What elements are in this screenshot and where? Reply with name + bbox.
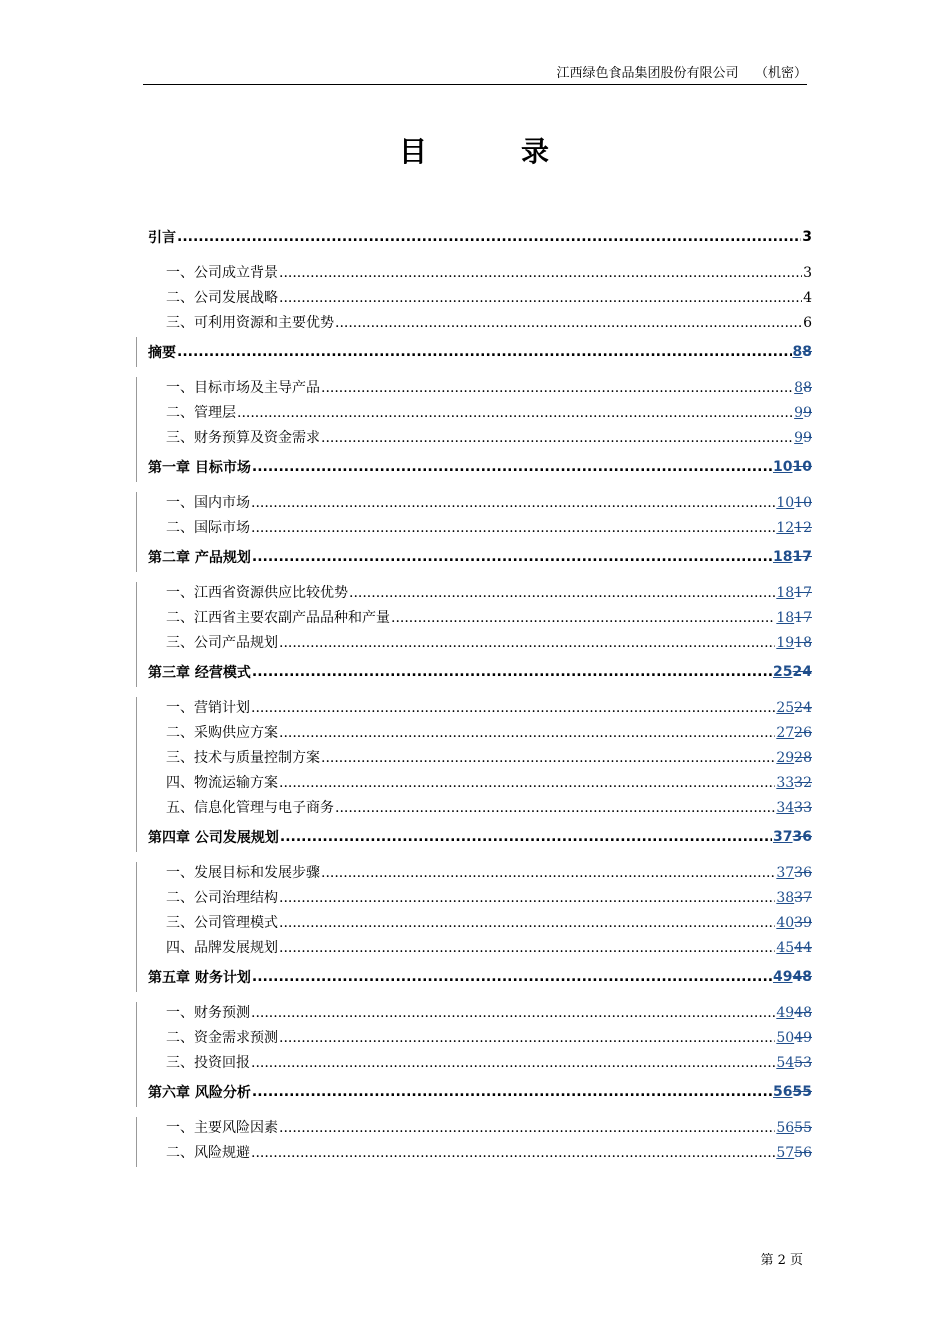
toc-section-entry[interactable]	[148, 1002, 812, 1027]
page-number-new: 8	[794, 380, 804, 396]
change-bar	[136, 492, 137, 542]
toc-chapter-block	[148, 657, 812, 822]
dot-leader	[251, 520, 775, 536]
dot-leader	[252, 549, 772, 565]
page-number-new: 9	[794, 405, 804, 421]
toc-entry-label: 三、技术与质量控制方案	[166, 750, 320, 766]
toc-page-number[interactable]	[803, 315, 812, 331]
change-bar	[136, 377, 137, 452]
page-number-deleted: 53	[794, 1055, 812, 1071]
toc-entry-label: 一、营销计划	[166, 700, 250, 716]
dot-leader	[251, 495, 775, 511]
page-number: 第 2 页	[760, 1253, 803, 1268]
toc-entry-label: 二、采购供应方案	[166, 725, 278, 741]
toc-entry-label: 五、信息化管理与电子商务	[166, 800, 334, 816]
toc-section-entry[interactable]	[148, 912, 812, 937]
toc-entry-label: 三、公司管理模式	[166, 915, 278, 931]
page-number-deleted: 55	[794, 1120, 812, 1136]
change-bar	[136, 1077, 137, 1107]
toc-chapter-block	[148, 1077, 812, 1167]
spacer	[148, 852, 812, 862]
dot-leader	[279, 290, 802, 306]
dot-leader	[252, 459, 772, 475]
toc-section-entry[interactable]	[148, 1142, 812, 1167]
toc-section-list	[148, 1002, 812, 1077]
toc-title	[0, 130, 950, 170]
page-number-new: 18	[773, 549, 793, 565]
toc-page-number[interactable]	[794, 380, 812, 396]
toc-entry-label: 第五章 财务计划	[148, 970, 251, 986]
dot-leader	[251, 1145, 775, 1161]
toc-entry-label: 二、国际市场	[166, 520, 250, 536]
toc-entry-label: 一、财务预测	[166, 1005, 250, 1021]
dot-leader	[279, 265, 802, 281]
dot-leader	[279, 890, 775, 906]
change-bar	[136, 542, 137, 572]
page-number: 3	[802, 229, 812, 245]
page-number-new: 37	[776, 865, 795, 881]
toc-page-number[interactable]	[776, 775, 812, 791]
toc-page-number[interactable]	[773, 1084, 812, 1100]
toc-chapter-entry[interactable]	[148, 542, 812, 572]
toc-page-number[interactable]	[776, 1120, 812, 1136]
toc-entry-label: 一、发展目标和发展步骤	[166, 865, 320, 881]
page-number-deleted: 10	[792, 459, 812, 475]
toc-page-number[interactable]	[803, 290, 812, 306]
page-number-new: 45	[776, 940, 795, 956]
toc-entry-label: 二、江西省主要农副产品品种和产量	[166, 610, 390, 626]
toc-section-entry[interactable]	[148, 492, 812, 517]
page-number-deleted: 28	[794, 750, 812, 766]
page-number-deleted: 36	[794, 865, 812, 881]
toc-section-entry[interactable]	[148, 797, 812, 822]
page-number-deleted: 9	[803, 430, 812, 446]
toc-section-entry[interactable]	[148, 1052, 812, 1077]
toc-page-number[interactable]	[776, 635, 812, 651]
spacer	[148, 367, 812, 377]
page-number-deleted: 12	[794, 520, 812, 536]
toc-entry-label: 二、公司发展战略	[166, 290, 278, 306]
dot-leader	[321, 380, 793, 396]
toc-page-number[interactable]	[776, 940, 812, 956]
page-number-deleted: 56	[794, 1145, 812, 1161]
toc-entry-label: 四、品牌发展规划	[166, 940, 278, 956]
toc-section-entry[interactable]	[148, 772, 812, 797]
toc-entry-label: 三、投资回报	[166, 1055, 250, 1071]
toc-section-entry[interactable]	[148, 427, 812, 452]
change-bar	[136, 822, 137, 852]
toc-page-number[interactable]	[773, 459, 812, 475]
toc-section-entry[interactable]	[148, 747, 812, 772]
title-left: 目	[398, 135, 429, 168]
toc-section-entry[interactable]	[148, 582, 812, 607]
toc-section-entry[interactable]	[148, 887, 812, 912]
change-bar	[136, 657, 137, 687]
page-number-deleted: 44	[794, 940, 812, 956]
dot-leader	[321, 750, 775, 766]
dot-leader	[279, 915, 775, 931]
toc-page-number[interactable]	[776, 1055, 812, 1071]
toc-page-number[interactable]	[776, 890, 812, 906]
toc-section-list	[148, 862, 812, 962]
dot-leader	[251, 1005, 775, 1021]
page-number: 4	[803, 290, 812, 306]
toc-chapter-block	[148, 542, 812, 657]
toc-chapter-entry[interactable]	[148, 337, 812, 367]
toc-section-entry[interactable]	[148, 862, 812, 887]
page-number-new: 56	[773, 1084, 793, 1100]
page-number-new: 34	[776, 800, 795, 816]
toc-page-number[interactable]	[776, 1145, 812, 1161]
change-bar	[136, 862, 137, 962]
page-number-deleted: 55	[792, 1084, 812, 1100]
dot-leader	[279, 775, 775, 791]
toc-entry-label: 第四章 公司发展规划	[148, 830, 279, 846]
page-number-deleted: 24	[794, 700, 812, 716]
spacer	[148, 687, 812, 697]
change-bar	[136, 962, 137, 992]
dot-leader	[279, 725, 775, 741]
toc-section-list	[148, 697, 812, 822]
toc-page-number[interactable]	[794, 430, 812, 446]
page-number-new: 12	[776, 520, 795, 536]
toc-entry-label: 三、公司产品规划	[166, 635, 278, 651]
page-number-new: 49	[773, 969, 793, 985]
change-bar	[136, 452, 137, 482]
page-number-new: 25	[773, 664, 793, 680]
title-right: 录	[521, 135, 552, 168]
toc-chapter-entry[interactable]	[148, 657, 812, 687]
toc-section-entry[interactable]	[148, 722, 812, 747]
dot-leader	[252, 969, 772, 985]
toc-page-number[interactable]	[773, 829, 812, 845]
toc-page-number[interactable]	[793, 344, 813, 360]
dot-leader	[391, 610, 775, 626]
spacer	[148, 482, 812, 492]
toc-entry-label: 一、江西省资源供应比较优势	[166, 585, 348, 601]
dot-leader	[321, 865, 775, 881]
page-number-new: 38	[776, 890, 795, 906]
page-number-deleted: 33	[794, 800, 812, 816]
dot-leader	[252, 1084, 772, 1100]
page-number-deleted: 9	[803, 405, 812, 421]
toc-entry-label: 一、公司成立背景	[166, 265, 278, 281]
dot-leader	[279, 1120, 775, 1136]
page-number-deleted: 48	[794, 1005, 812, 1021]
toc-entry-label: 二、公司治理结构	[166, 890, 278, 906]
page-header	[143, 64, 807, 85]
toc-section-entry[interactable]	[148, 312, 812, 337]
toc-entry-label: 四、物流运输方案	[166, 775, 278, 791]
toc-page-number[interactable]	[773, 549, 812, 565]
page-number-new: 29	[776, 750, 795, 766]
toc-page-number[interactable]	[776, 865, 812, 881]
page-number-deleted: 26	[794, 725, 812, 741]
toc-entry-label: 三、可利用资源和主要优势	[166, 315, 334, 331]
toc-section-list	[148, 492, 812, 542]
toc-page-number[interactable]	[776, 750, 812, 766]
toc-section-entry[interactable]	[148, 937, 812, 962]
toc-section-entry[interactable]	[148, 402, 812, 427]
dot-leader	[279, 635, 775, 651]
toc-page-number[interactable]	[776, 915, 812, 931]
toc-section-entry[interactable]	[148, 1117, 812, 1142]
page-number-new: 40	[776, 915, 795, 931]
page-number-deleted: 32	[794, 775, 812, 791]
page-number-deleted: 10	[794, 495, 812, 511]
change-bar	[136, 582, 137, 657]
dot-leader	[279, 940, 775, 956]
toc-entry-label: 二、管理层	[166, 405, 236, 421]
change-bar	[136, 1002, 137, 1077]
table-of-contents	[148, 222, 812, 1167]
page-number: 6	[803, 315, 812, 331]
toc-page-number[interactable]	[776, 1005, 812, 1021]
toc-entry-label: 引言	[148, 230, 176, 246]
page-number-new: 19	[776, 635, 795, 651]
toc-section-list	[148, 582, 812, 657]
change-bar	[136, 697, 137, 822]
page-number-new: 10	[773, 459, 793, 475]
toc-chapter-entry[interactable]	[148, 222, 812, 252]
header-company: 江西绿色食品集团股份有限公司	[556, 66, 739, 81]
toc-page-number[interactable]	[776, 520, 812, 536]
page-number-new: 25	[776, 700, 795, 716]
dot-leader	[335, 800, 775, 816]
toc-section-entry[interactable]	[148, 607, 812, 632]
dot-leader	[335, 315, 802, 331]
spacer	[148, 252, 812, 262]
dot-leader	[279, 1030, 775, 1046]
toc-page-number[interactable]	[776, 700, 812, 716]
dot-leader	[280, 829, 772, 845]
page-number-new: 49	[776, 1005, 795, 1021]
toc-page-number[interactable]	[776, 585, 812, 601]
page-number-new: 18	[776, 585, 795, 601]
page-number-deleted: 39	[794, 915, 812, 931]
toc-entry-label: 摘要	[148, 345, 176, 361]
toc-section-list	[148, 377, 812, 452]
toc-chapter-entry[interactable]	[148, 452, 812, 482]
dot-leader	[321, 430, 793, 446]
dot-leader	[251, 700, 775, 716]
page-number-deleted: 17	[794, 610, 812, 626]
toc-entry-label: 第六章 风险分析	[148, 1085, 251, 1101]
toc-entry-label: 第二章 产品规划	[148, 550, 251, 566]
page-number-deleted: 18	[794, 635, 812, 651]
toc-entry-label: 第三章 经营模式	[148, 665, 251, 681]
dot-leader	[349, 585, 775, 601]
toc-page-number[interactable]	[776, 495, 812, 511]
toc-chapter-entry[interactable]	[148, 1077, 812, 1107]
page-number-new: 9	[794, 430, 804, 446]
page-number-deleted: 8	[802, 344, 812, 360]
toc-chapter-block	[148, 962, 812, 1077]
page-number-new: 18	[776, 610, 795, 626]
page-number-new: 54	[776, 1055, 795, 1071]
toc-entry-label: 二、风险规避	[166, 1145, 250, 1161]
toc-section-list	[148, 262, 812, 337]
page-number-new: 56	[776, 1120, 795, 1136]
toc-page-number[interactable]	[794, 405, 812, 421]
toc-page-number[interactable]	[803, 265, 812, 281]
spacer	[148, 1107, 812, 1117]
change-bar	[136, 1117, 137, 1167]
toc-chapter-block	[148, 337, 812, 452]
toc-chapter-block	[148, 822, 812, 962]
dot-leader	[177, 344, 792, 360]
toc-chapter-entry[interactable]	[148, 822, 812, 852]
toc-entry-label: 一、主要风险因素	[166, 1120, 278, 1136]
page-number-deleted: 17	[792, 549, 812, 565]
page-number-deleted: 8	[803, 380, 812, 396]
dot-leader	[252, 664, 772, 680]
spacer	[148, 572, 812, 582]
page-number-deleted: 48	[792, 969, 812, 985]
toc-entry-label: 二、资金需求预测	[166, 1030, 278, 1046]
page-number-deleted: 24	[792, 664, 812, 680]
toc-entry-label: 第一章 目标市场	[148, 460, 251, 476]
page-number-new: 33	[776, 775, 795, 791]
toc-page-number[interactable]	[773, 969, 812, 985]
toc-page-number[interactable]	[776, 1030, 812, 1046]
page-number-new: 10	[776, 495, 795, 511]
page-number-new: 8	[792, 344, 803, 360]
toc-entry-label: 一、目标市场及主导产品	[166, 380, 320, 396]
toc-page-number[interactable]	[773, 664, 812, 680]
page-number-new: 27	[776, 725, 795, 741]
page-number-new: 37	[773, 829, 793, 845]
change-bar	[136, 337, 137, 367]
toc-section-entry[interactable]	[148, 287, 812, 312]
toc-section-entry[interactable]	[148, 517, 812, 542]
toc-section-entry[interactable]	[148, 1027, 812, 1052]
toc-section-entry[interactable]	[148, 697, 812, 722]
dot-leader	[237, 405, 793, 421]
toc-section-entry[interactable]	[148, 632, 812, 657]
page-number: 3	[803, 265, 812, 281]
toc-entry-label: 三、财务预算及资金需求	[166, 430, 320, 446]
page-number-deleted: 49	[794, 1030, 812, 1046]
spacer	[148, 992, 812, 1002]
toc-section-entry[interactable]	[148, 262, 812, 287]
page-number-deleted: 17	[794, 585, 812, 601]
page-number-new: 57	[776, 1145, 795, 1161]
dot-leader	[251, 1055, 775, 1071]
dot-leader	[177, 229, 801, 245]
toc-section-list	[148, 1117, 812, 1167]
page-number-deleted: 36	[792, 829, 812, 845]
toc-chapter-block	[148, 452, 812, 542]
toc-chapter-entry[interactable]	[148, 962, 812, 992]
toc-chapter-block	[148, 222, 812, 337]
page-number-deleted: 37	[794, 890, 812, 906]
toc-page-number[interactable]	[776, 610, 812, 626]
header-confidential: （机密）	[754, 66, 807, 81]
toc-page-number[interactable]	[776, 800, 812, 816]
toc-page-number[interactable]	[802, 229, 812, 245]
page-number-new: 50	[776, 1030, 795, 1046]
toc-section-entry[interactable]	[148, 377, 812, 402]
toc-entry-label: 一、国内市场	[166, 495, 250, 511]
toc-page-number[interactable]	[776, 725, 812, 741]
